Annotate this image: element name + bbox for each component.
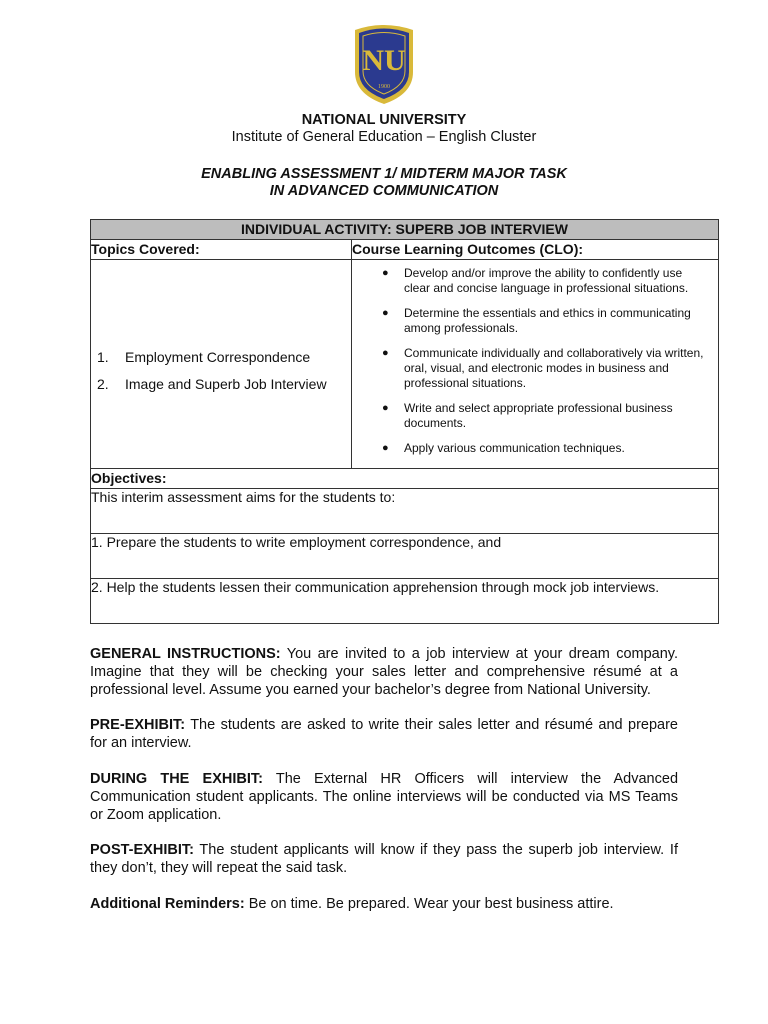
general-instructions: GENERAL INSTRUCTIONS: You are invited to a job interview at your dream company. Imagine that they will be checking your sales letter and comprehensive résumé at a professional level. Assume you earned your bachelor’s degree from National University.	[90, 646, 678, 698]
pre-exhibit: PRE-EXHIBIT: The students are asked to write their sales letter and résumé and prepare for an interview.	[90, 717, 678, 751]
clo-list	[352, 260, 718, 456]
clo-item: ● Determine the essentials and ethics in communicating among professionals.	[382, 306, 691, 335]
task-title-line1: ENABLING ASSESSMENT 1/ MIDTERM MAJOR TASK	[201, 166, 567, 182]
clo-item: ● Apply various communication techniques.	[382, 441, 625, 455]
clo-item: ● Develop and/or improve the ability to confidently use clear and concise language in professional situations.	[382, 266, 689, 295]
institute-name: Institute of General Education – English Cluster	[231, 129, 537, 145]
logo-year: 1900	[378, 84, 390, 90]
post-exhibit: POST-EXHIBIT: The student applicants will know if they pass the superb job interview. If they don’t, they will repeat the said task.	[90, 842, 678, 876]
university-shield-logo	[349, 22, 419, 106]
clo-item: ● Write and select appropriate professional business documents.	[382, 401, 673, 430]
topics-cell	[91, 260, 352, 469]
objectives-header: Objectives:	[91, 469, 719, 489]
during-exhibit: DURING THE EXHIBIT: The External HR Officers will interview the Advanced Communication student applicants. The online interviews will be conducted via MS Teams or Zoom application.	[90, 771, 679, 823]
topics-header: Topics Covered:	[91, 240, 352, 260]
objective-item: 1. Prepare the students to write employment correspondence, and	[91, 534, 719, 579]
activity-table	[90, 219, 719, 624]
clo-item: ● Communicate individually and collaboratively via written, oral, visual, and electronic modes in business and professional situations.	[382, 346, 704, 390]
task-title-line2: IN ADVANCED COMMUNICATION	[269, 183, 499, 199]
university-name: NATIONAL UNIVERSITY	[301, 112, 467, 128]
clo-header: Course Learning Outcomes (CLO):	[352, 240, 719, 260]
logo-letters: NU	[362, 44, 406, 77]
additional-reminders: Additional Reminders: Be on time. Be prepared. Wear your best business attire.	[90, 896, 614, 912]
objective-item: 2. Help the students lessen their communication apprehension through mock job interviews.	[91, 579, 719, 624]
activity-title: INDIVIDUAL ACTIVITY: SUPERB JOB INTERVIEW	[91, 220, 719, 240]
topic-item: 2. Image and Superb Job Interview	[97, 376, 327, 392]
topic-list	[97, 344, 327, 398]
topic-item: 1. Employment Correspondence	[97, 349, 311, 365]
clo-cell	[352, 260, 719, 469]
objectives-intro: This interim assessment aims for the students to:	[91, 489, 719, 534]
